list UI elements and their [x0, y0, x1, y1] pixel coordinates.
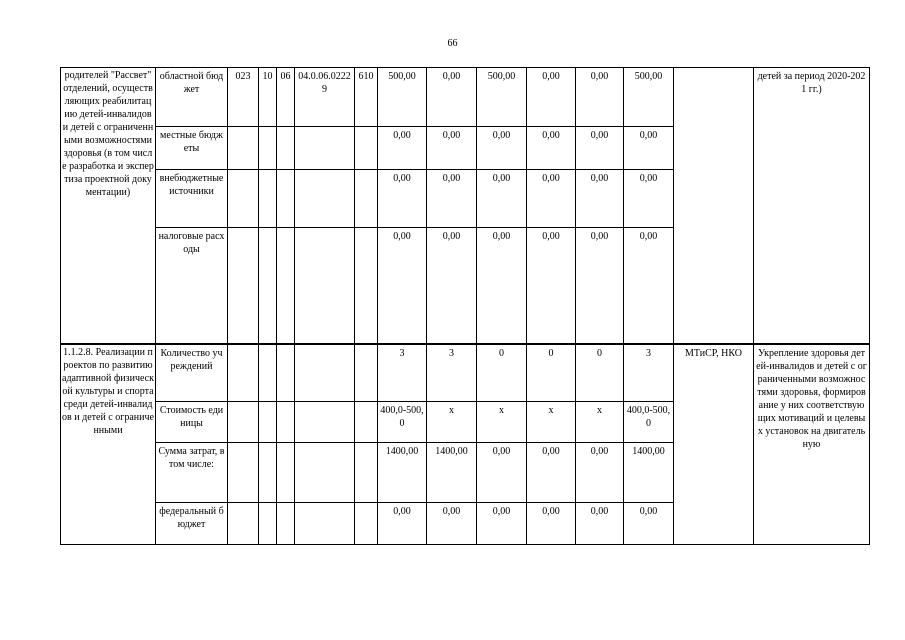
- value-2024-cell: 0,00: [624, 503, 674, 545]
- value-total-cell: 0,00: [378, 503, 427, 545]
- executor-cell: МТиСР, НКО: [674, 344, 754, 545]
- value-2020-cell: х: [427, 402, 477, 443]
- pr-code-cell: 06: [277, 68, 295, 127]
- value-total-cell: 1400,00: [378, 443, 427, 503]
- page-number: 66: [447, 38, 458, 49]
- measure-description-cell: родителей "Рассвет" отделений, осуществляющих реабилитацию детей-инвалидов и детей с ограниченными возможностями здоровья (в том числе разработка и экспертиза проектной документации): [61, 68, 156, 344]
- value-2024-cell: 1400,00: [624, 443, 674, 503]
- value-total-cell: 0,00: [378, 170, 427, 228]
- expected-result-cell: детей за период 2020-2021 гг.): [754, 68, 870, 344]
- value-2022-cell: 0,00: [527, 68, 576, 127]
- value-2021-cell: 0,00: [477, 503, 527, 545]
- value-2024-cell: 500,00: [624, 68, 674, 127]
- value-2021-cell: 500,00: [477, 68, 527, 127]
- funding-source-cell: федеральный бюджет: [156, 503, 228, 545]
- value-2024-cell: 0,00: [624, 228, 674, 344]
- value-total-cell: 0,00: [378, 127, 427, 170]
- value-2023-cell: 0,00: [576, 170, 624, 228]
- value-2020-cell: 0,00: [427, 503, 477, 545]
- expected-result-cell: Укрепление здоровья детей-инвалидов и детей с ограниченными возможностями здоровья, формирование у них соответствующих мотиваций и целевых установок на двигательную: [754, 344, 870, 545]
- value-2023-cell: х: [576, 402, 624, 443]
- value-2021-cell: 0: [477, 344, 527, 402]
- value-2024-cell: 0,00: [624, 170, 674, 228]
- value-2023-cell: 0: [576, 344, 624, 402]
- value-2022-cell: х: [527, 402, 576, 443]
- value-2023-cell: 0,00: [576, 68, 624, 127]
- value-2020-cell: 0,00: [427, 68, 477, 127]
- value-2023-cell: 0,00: [576, 228, 624, 344]
- funding-source-cell: Стоимость единицы: [156, 402, 228, 443]
- value-2022-cell: 0,00: [527, 170, 576, 228]
- value-total-cell: 3: [378, 344, 427, 402]
- vr-code-cell: 610: [355, 68, 378, 127]
- grbs-code-cell: 023: [228, 68, 259, 127]
- value-total-cell: 400,0-500,0: [378, 402, 427, 443]
- value-2020-cell: 3: [427, 344, 477, 402]
- budget-table: [60, 67, 870, 545]
- value-2022-cell: 0,00: [527, 127, 576, 170]
- measure-description-cell: 1.1.2.8. Реализации проектов по развитию адаптивной физической культуры и спорта среди детей-инвалидов и детей с ограниченными: [61, 344, 156, 545]
- value-total-cell: 0,00: [378, 228, 427, 344]
- value-2023-cell: 0,00: [576, 127, 624, 170]
- funding-source-cell: местные бюджеты: [156, 127, 228, 170]
- value-2020-cell: 0,00: [427, 170, 477, 228]
- rz-code-cell: 10: [259, 68, 277, 127]
- value-2020-cell: 0,00: [427, 228, 477, 344]
- value-2022-cell: 0,00: [527, 503, 576, 545]
- value-2024-cell: 0,00: [624, 127, 674, 170]
- funding-source-cell: Количество учреждений: [156, 344, 228, 402]
- value-2024-cell: 3: [624, 344, 674, 402]
- value-2021-cell: 0,00: [477, 127, 527, 170]
- funding-source-cell: внебюджетные источники: [156, 170, 228, 228]
- value-2022-cell: 0,00: [527, 443, 576, 503]
- executor-cell: [674, 68, 754, 344]
- value-2023-cell: 0,00: [576, 443, 624, 503]
- value-2021-cell: х: [477, 402, 527, 443]
- funding-source-cell: областной бюджет: [156, 68, 228, 127]
- value-2022-cell: 0: [527, 344, 576, 402]
- value-2024-cell: 400,0-500,0: [624, 402, 674, 443]
- table-row: [61, 68, 870, 127]
- csr-code-cell: 04.0.06.02229: [295, 68, 355, 127]
- funding-source-cell: Сумма затрат, в том числе:: [156, 443, 228, 503]
- value-2020-cell: 0,00: [427, 127, 477, 170]
- value-2020-cell: 1400,00: [427, 443, 477, 503]
- table-row: [61, 344, 870, 402]
- value-2021-cell: 0,00: [477, 228, 527, 344]
- value-2021-cell: 0,00: [477, 170, 527, 228]
- funding-source-cell: налоговые расходы: [156, 228, 228, 344]
- value-2022-cell: 0,00: [527, 228, 576, 344]
- value-2021-cell: 0,00: [477, 443, 527, 503]
- value-2023-cell: 0,00: [576, 503, 624, 545]
- value-total-cell: 500,00: [378, 68, 427, 127]
